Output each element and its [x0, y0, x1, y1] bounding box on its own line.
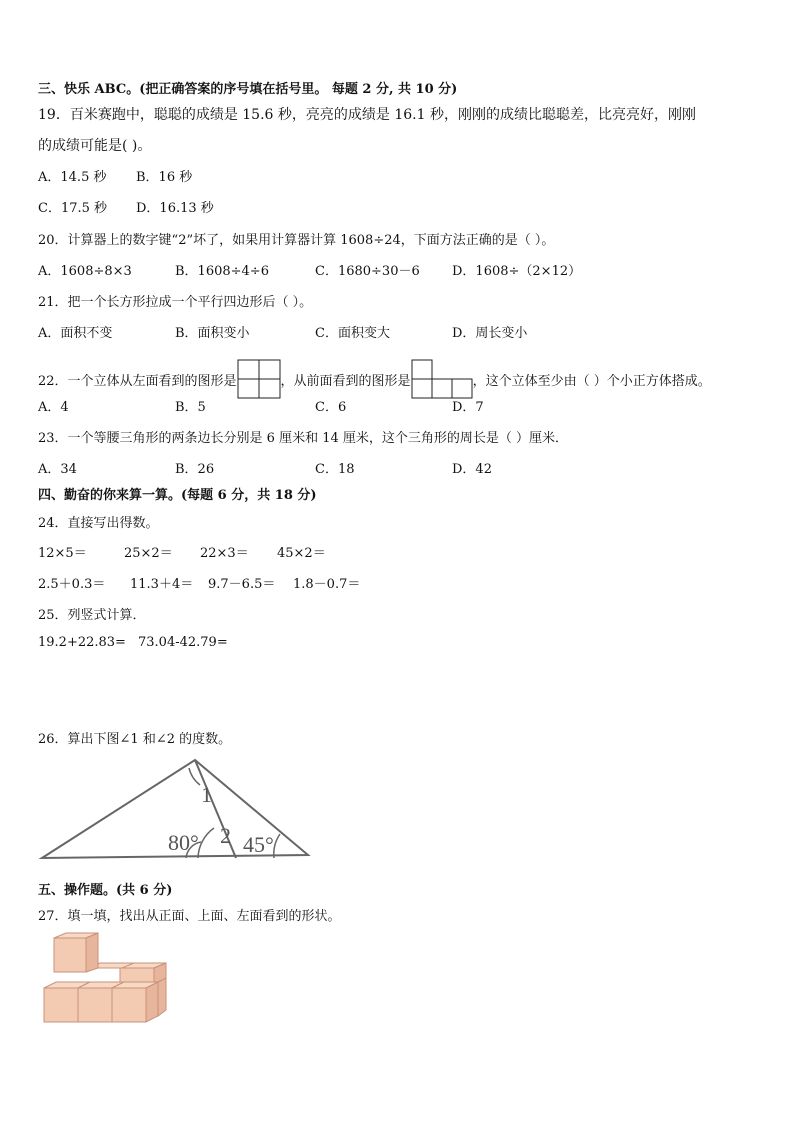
q20-option-a: A．1608÷8×3 — [38, 264, 132, 279]
q19-option-b: B．16 秒 — [136, 170, 193, 185]
triangle-figure — [38, 755, 313, 863]
angle-80-label: 80° — [168, 830, 199, 855]
q19-option-d: D．16.13 秒 — [136, 201, 214, 216]
q24-item: 2.5＋0.3＝ — [38, 577, 106, 592]
q24-item: 12×5＝ — [38, 546, 87, 561]
q22-text-b: ，从前面看到的图形是 — [280, 373, 411, 389]
angle-1-label: 1 — [201, 782, 212, 807]
q23-option-d: D．42 — [452, 462, 492, 477]
q20-option-c: C．1680÷30－6 — [315, 264, 420, 279]
q21-option-a: A．面积不变 — [38, 326, 113, 341]
q22-text-a: 22．一个立体从左面看到的图形是 — [38, 373, 237, 389]
q22-line — [38, 359, 711, 399]
q25-text: 25．列竖式计算． — [38, 608, 146, 623]
q24-item: 1.8－0.7＝ — [293, 577, 361, 592]
q23-option-a: A．34 — [38, 462, 77, 477]
q22-option-a: A．4 — [38, 400, 69, 415]
section-5-heading: 五、操作题。(共 6 分) — [38, 883, 173, 898]
q24-item: 11.3＋4＝ — [130, 577, 194, 592]
q22-text-c: ，这个立体至少由（ ）个小正方体搭成。 — [472, 373, 711, 389]
q21-option-b: B．面积变小 — [175, 326, 250, 341]
q24-item: 25×2＝ — [124, 546, 173, 561]
q24-text: 24．直接写出得数。 — [38, 516, 159, 531]
q23-option-c: C．18 — [315, 462, 355, 477]
q25-item: 19.2+22.83= — [38, 635, 126, 650]
q22-option-c: C．6 — [315, 400, 347, 415]
q22-option-b: B．5 — [175, 400, 206, 415]
q19-text-line1: 19．百米赛跑中，聪聪的成绩是 15.6 秒，亮亮的成绩是 16.1 秒，刚刚的成绩比聪聪差，比亮亮好，刚刚 — [38, 107, 696, 123]
section-3-heading: 三、快乐 ABC。(把正确答案的序号填在括号里。 每题 2 分, 共 10 分) — [38, 82, 458, 97]
q19-option-a: A．14.5 秒 — [38, 170, 107, 185]
q21-text: 21．把一个长方形拉成一个平行四边形后（ ）。 — [38, 295, 313, 310]
q22-option-d: D．7 — [452, 400, 484, 415]
q24-item: 45×2＝ — [277, 546, 326, 561]
q19-option-c: C．17.5 秒 — [38, 201, 108, 216]
q21-option-c: C．面积变大 — [315, 326, 390, 341]
q21-option-d: D．周长变小 — [452, 326, 528, 341]
q23-option-b: B．26 — [175, 462, 215, 477]
q27-text: 27．填一填，找出从正面、上面、左面看到的形状。 — [38, 909, 341, 924]
q24-item: 22×3＝ — [200, 546, 249, 561]
angle-45-label: 45° — [243, 832, 274, 857]
q20-option-d: D．1608÷（2×12） — [452, 264, 582, 279]
front-view-figure — [411, 359, 473, 399]
q26-text: 26．算出下图∠1 和∠2 的度数。 — [38, 732, 232, 747]
cube-stack-figure — [42, 930, 172, 1026]
angle-2-label: 2 — [220, 823, 231, 848]
section-4-heading: 四、勤奋的你来算一算。(每题 6 分，共 18 分) — [38, 488, 317, 503]
q25-item: 73.04-42.79= — [138, 635, 228, 650]
q20-text: 20．计算器上的数字键“2”坏了，如果用计算器计算 1608÷24，下面方法正确的是（ ）。 — [38, 233, 555, 248]
left-view-figure — [237, 359, 281, 399]
q23-text: 23．一个等腰三角形的两条边长分别是 6 厘米和 14 厘米，这个三角形的周长是（ ）厘米． — [38, 431, 569, 446]
q24-item: 9.7－6.5＝ — [208, 577, 276, 592]
q20-option-b: B．1608÷4÷6 — [175, 264, 269, 279]
q19-text-line2: 的成绩可能是( )。 — [38, 138, 152, 154]
